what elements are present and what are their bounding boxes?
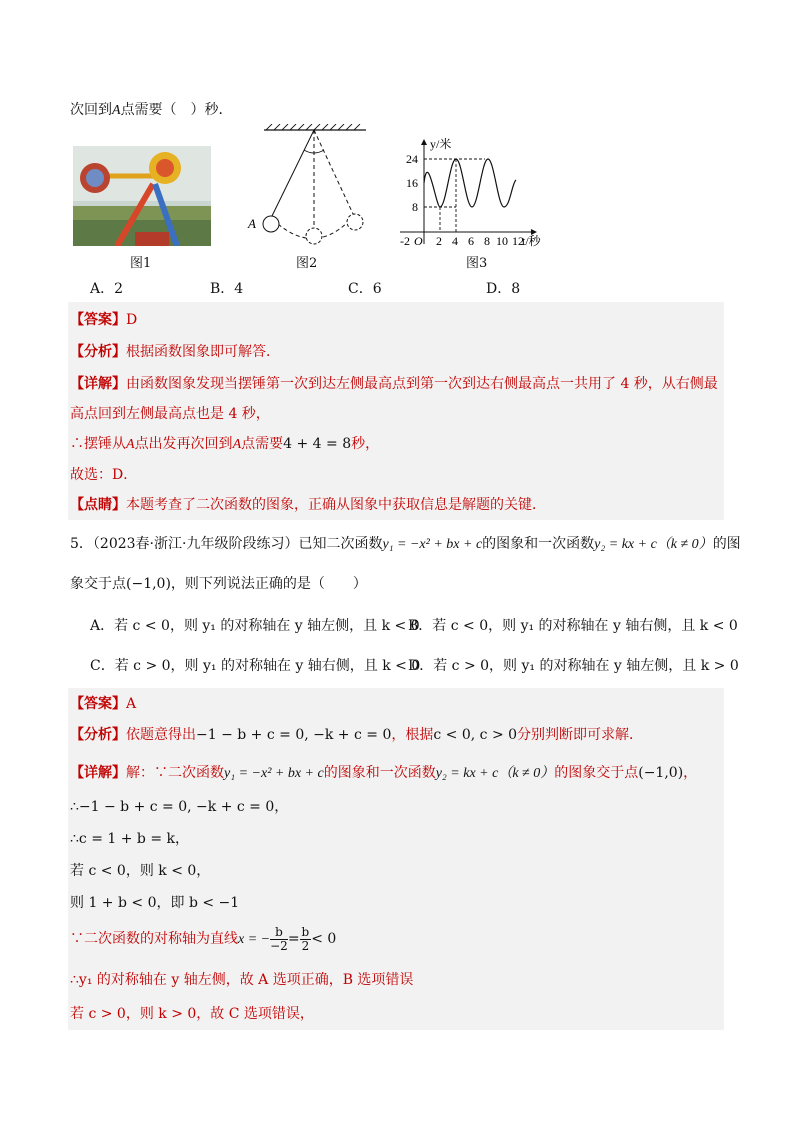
fig1-caption: 图1 xyxy=(130,256,152,271)
fig3-x-tick-4: 4 xyxy=(452,234,458,248)
q4-detail-line-2: 高点回到左侧最高点也是 4 秒， xyxy=(70,406,270,422)
q4-option-a[interactable]: A．2 xyxy=(90,281,124,297)
q4-option-c[interactable]: C．6 xyxy=(348,281,382,297)
fig1-ride-photo xyxy=(73,146,211,246)
q4-detail-line-1: 【详解】由函数图象发现当摆锤第一次到达左侧最高点到第一次到达右侧最高点一共用了 4 秒，从右侧最 xyxy=(70,376,718,392)
q5-detail-line-8: 若 c > 0，则 k > 0，故 C 选项错误， xyxy=(70,1006,314,1022)
fig3-y-tick-16: 16 xyxy=(406,176,418,190)
q5-detail-line-5: 则 1 + b < 0，即 b < −1 xyxy=(70,895,240,911)
fig2-pendulum-diagram xyxy=(244,124,374,250)
q5-detail-line-1: 【详解】解：∵二次函数y₁ = −x² + bx + c的图象和一次函数y₂ = kx + c（k ≠ 0）的图象交于点(−1,0)， xyxy=(70,765,698,781)
q5-analysis: 【分析】依题意得出−1 − b + c = 0, −k + c = 0，根据c < 0, c > 0分别判断即可求解． xyxy=(70,727,644,743)
fig3-height-time-graph xyxy=(396,134,546,252)
q5-detail-line-6: ∵二次函数的对称轴为直线x = − $\frac{b}{-2}$ = $\frac{b}{2}$ < 0 xyxy=(70,924,337,953)
q5-detail-line-7: ∴y₁ 的对称轴在 y 轴左侧，故 A 选项正确，B 选项错误 xyxy=(70,972,414,988)
q5-option-a[interactable]: A．若 c < 0，则 y₁ 的对称轴在 y 轴左侧，且 k < 0 xyxy=(90,618,420,634)
q5-stem-line-2: 象交于点(−1,0)，则下列说法正确的是（ ） xyxy=(70,576,367,592)
fig2-label-a: A xyxy=(248,216,256,231)
q4-detail-line-4: 故选：D． xyxy=(70,467,138,483)
fig3-wave-curve xyxy=(424,159,516,207)
q4-option-b[interactable]: B．4 xyxy=(210,281,244,297)
fig3-y-label: y/米 xyxy=(430,137,452,151)
q5-option-b[interactable]: B．若 c < 0，则 y₁ 的对称轴在 y 轴右侧，且 k < 0 xyxy=(408,618,738,634)
q5-answer: 【答案】A xyxy=(70,696,137,712)
fig3-x-tick-2: 2 xyxy=(436,234,442,248)
q5-detail-line-3: ∴c = 1 + b = k， xyxy=(70,831,189,847)
q5-detail-line-4: 若 c < 0，则 k < 0， xyxy=(70,863,211,879)
fig3-caption: 图3 xyxy=(466,256,488,271)
q5-stem-line-1: 5．（2023春·浙江·九年级阶段练习）已知二次函数y₁ = −x² + bx + c的图象和一次函数y₂ = kx + c（k ≠ 0）的图 xyxy=(70,536,741,552)
q5-detail-line-2: ∴−1 − b + c = 0, −k + c = 0， xyxy=(70,799,289,815)
fig3-x-tick-neg2: -2 xyxy=(400,234,410,248)
fig3-y-tick-8: 8 xyxy=(412,200,418,214)
q4-comment: 【点睛】本题考查了二次函数的图象，正确从图象中获取信息是解题的关键． xyxy=(70,497,546,513)
fig3-x-tick-10: 10 xyxy=(496,234,508,248)
q4-stem-tail: 次回到A点需要（ ）秒． xyxy=(70,102,233,118)
q4-option-d[interactable]: D．8 xyxy=(486,281,521,297)
fig3-x-label: t/秒 xyxy=(522,234,541,248)
q5-option-c[interactable]: C．若 c > 0，则 y₁ 的对称轴在 y 轴右侧，且 k < 0 xyxy=(90,658,421,674)
q4-detail-line-3: ∴摆锤从A点出发再次回到A点需要4 + 4 = 8秒， xyxy=(70,436,380,452)
fig3-x-tick-8: 8 xyxy=(484,234,490,248)
fig3-x-tick-12: 12 xyxy=(512,234,524,248)
fig3-y-tick-24: 24 xyxy=(406,152,418,166)
q4-analysis: 【分析】根据函数图象即可解答． xyxy=(70,344,280,360)
q5-option-d[interactable]: D．若 c > 0，则 y₁ 的对称轴在 y 轴左侧，且 k > 0 xyxy=(408,658,739,674)
fig3-origin: O xyxy=(414,234,423,248)
q4-answer: 【答案】D xyxy=(70,312,138,328)
fig3-x-tick-6: 6 xyxy=(468,234,474,248)
fig2-caption: 图2 xyxy=(296,256,318,271)
